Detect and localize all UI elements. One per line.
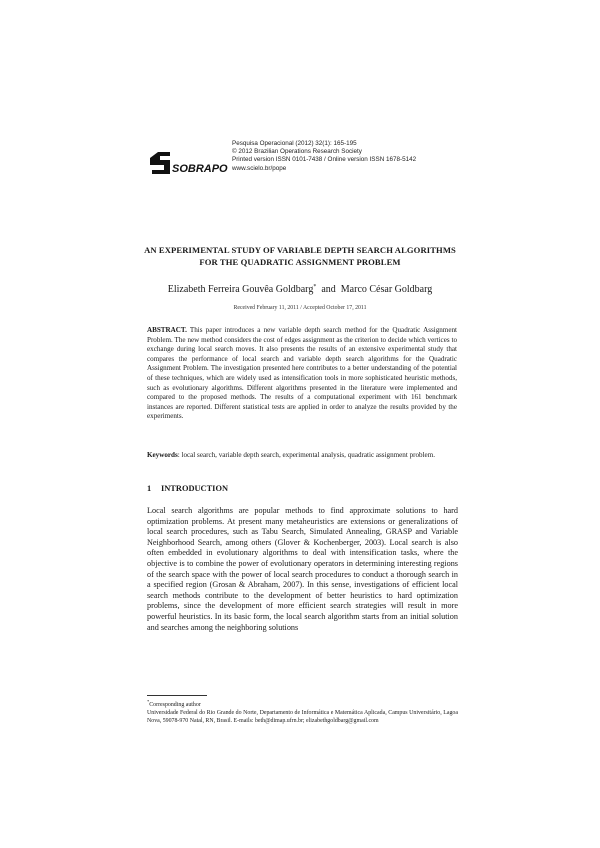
keywords-text: : local search, variable depth search, experimental analysis, quadratic assignment problem. (177, 451, 435, 459)
author-list (120, 281, 480, 296)
section-heading (147, 484, 228, 494)
author-1: Elizabeth Ferreira Gouvêa Goldbarg (167, 284, 314, 295)
section-title: INTRODUCTION (161, 484, 229, 493)
logo-wordmark: SOBRAPO (172, 163, 228, 175)
abstract-label: ABSTRACT. (147, 326, 187, 334)
author-separator: and (321, 284, 336, 295)
sobrapo-logo (148, 148, 230, 178)
paper-title (120, 244, 480, 268)
footnote (147, 698, 458, 725)
journal-url[interactable]: www.scielo.br/pope (232, 164, 287, 172)
journal-citation: Pesquisa Operacional (2012) 32(1): 165-195 (232, 140, 357, 147)
copyright-notice: © 2012 Brazilian Operations Research Society (232, 148, 362, 156)
abstract-text: This paper introduces a new variable depth search method for the Quadratic Assignment Problem. The new method considers the cost of edges assignment as the criterion to decide which vertices to exchange during local search moves. It also presents the results of an extensive experimental study that compares the performance of local search and variable depth search algorithms for the Quadratic Assignment Problem. The investigation presented here contributes to a better understanding of the potential of these techniques, which are widely used as intensification tools in more sophisticated heuristic methods, such as evolutionary algorithms. Different algorithms presented in the literature were implemented and compared to the proposed methods. The results of a computational experiment with 161 benchmark instances are reported. Different statistical tests are applied in order to analyze the results provided by the experiments. (147, 326, 457, 421)
author-2: Marco César Goldbarg (340, 284, 433, 295)
footnote-affiliation: Universidade Federal do Rio Grande do Norte, Departamento de Informática e Matemática Aplicada, Campus Universitário, Lagoa Nova, 59078-970 Natal, RN, Brasil. E-mails: beth@dimap.ufrn.br; elizabethgoldbarg@gmail.com (147, 710, 458, 724)
introduction-paragraph: Local search algorithms are popular methods to find approximate solutions to hard optimization problems. At present many metaheuristics are extensions or generalizations of local search procedures, such as Tabu Search, Simulated Annealing, GRASP and Variable Neighborhood Search, among others (Glover & Kochenberger, 2003). Local search is also often embedded in evolutionary algorithms to deal with intensification tasks, where the objective is to combine the power of evolutionary operators in determining interesting regions of the search space with the power of local search procedures to conduct a thorough search in a specified region (Grosan & Abraham, 2007). In this sense, investigations of efficient local search methods contribute to the development of better heuristics to hard optimization problems, since the development of more efficient search strategies will result in more powerful heuristics. In its basic form, the local search algorithm starts from an initial solution and searches among the neighboring solutions (147, 506, 458, 632)
keywords-label: Keywords (147, 451, 178, 459)
footnote-mark: * (147, 699, 150, 704)
corresponding-mark: * (313, 284, 317, 290)
received-dates: Received February 11, 2011 / Accepted October 17, 2011 (233, 305, 367, 311)
title-line-1: AN EXPERIMENTAL STUDY OF VARIABLE DEPTH SEARCH ALGORITHMS (144, 245, 456, 255)
section-number: 1 (147, 484, 152, 493)
title-line-2: FOR THE QUADRATIC ASSIGNMENT PROBLEM (199, 257, 401, 267)
journal-meta (232, 140, 416, 173)
abstract (147, 326, 457, 422)
footnote-label: Corresponding author (149, 702, 201, 708)
footnote-divider (147, 695, 207, 696)
sobrapo-logo-icon (148, 148, 230, 178)
keywords (147, 451, 467, 461)
issn-line: Printed version ISSN 0101-7438 / Online version ISSN 1678-5142 (232, 156, 417, 164)
